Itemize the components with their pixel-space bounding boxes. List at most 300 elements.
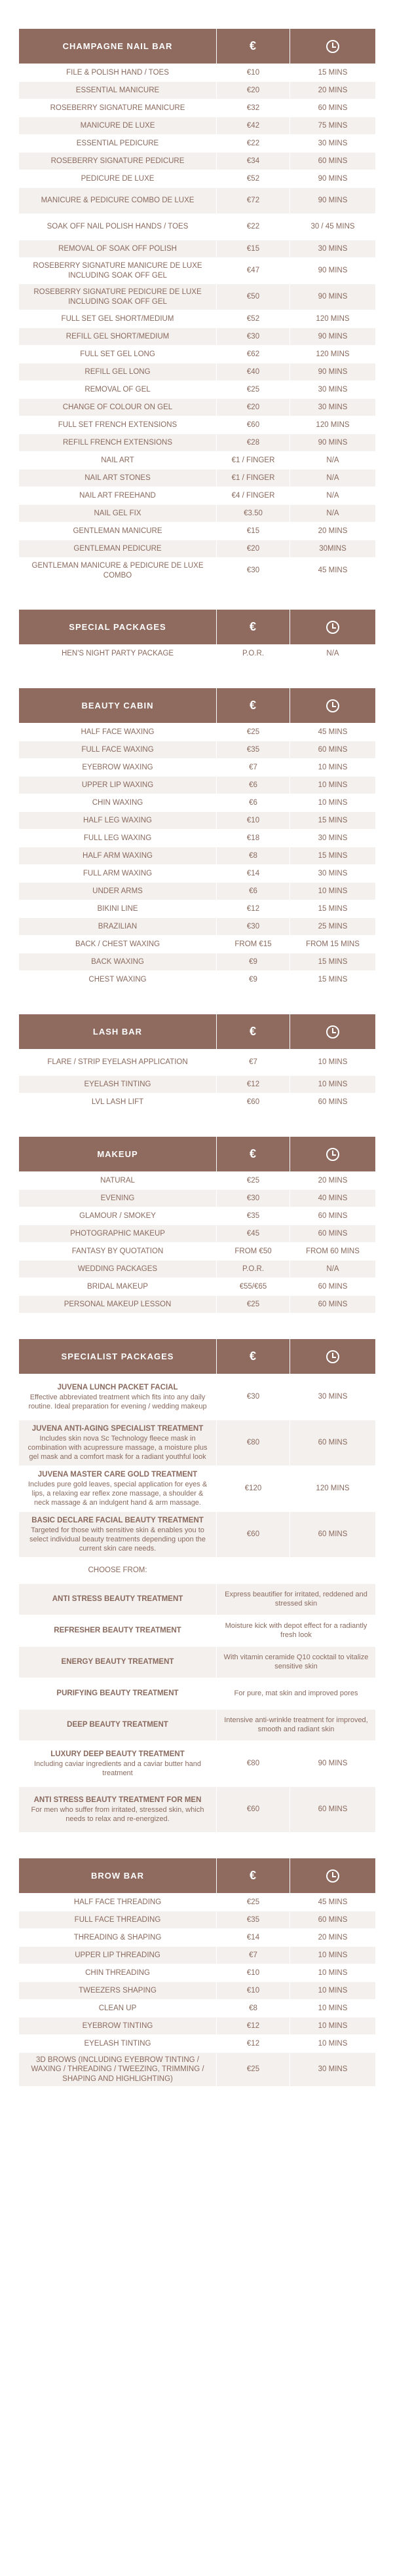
clock-icon: [326, 1025, 339, 1039]
section-champagne-nail-bar: [19, 29, 374, 583]
table-body: [19, 723, 374, 988]
treatment-name: UNDER ARMS: [19, 883, 216, 900]
clock-icon: [326, 1350, 339, 1363]
table-row: [19, 522, 374, 540]
treatment-cell: [19, 1741, 216, 1786]
treatment-duration: 15 MINS: [290, 953, 375, 970]
treatment-price: €60: [217, 1787, 290, 1832]
table-row: [19, 1911, 374, 1928]
table-row: [19, 900, 374, 917]
table-row: [19, 829, 374, 847]
treatment-name: ROSEBERRY SIGNATURE PEDICURE DE LUXE INCLUDING SOAK OFF GEL: [19, 284, 216, 310]
section-title: BEAUTY CABIN: [19, 688, 216, 723]
treatment-duration: N/A: [290, 469, 375, 487]
treatment-duration: 45 MINS: [290, 1894, 375, 1911]
table-row: [19, 1242, 374, 1260]
table-row: [19, 1224, 374, 1242]
treatment-duration: 30MINS: [290, 540, 375, 557]
treatment-duration: 90 MINS: [290, 1741, 375, 1786]
treatment-duration: N/A: [290, 1260, 375, 1278]
treatment-price: €7: [217, 759, 290, 776]
table-row: [19, 953, 374, 970]
treatment-name: GENTLEMAN MANICURE & PEDICURE DE LUXE COMBO: [19, 558, 216, 583]
table-row: [19, 310, 374, 327]
treatment-price: €15: [217, 240, 290, 257]
treatment-duration: N/A: [290, 452, 375, 469]
treatment-duration: FROM 60 MINS: [290, 1243, 375, 1260]
option-description: Express beautifier for irritated, reddened and stressed skin: [217, 1584, 375, 1615]
treatment-price: €10: [217, 1982, 290, 1999]
treatment-duration: 15 MINS: [290, 812, 375, 829]
clock-icon: [326, 1869, 339, 1883]
treatment-name: REFILL FRENCH EXTENSIONS: [19, 434, 216, 451]
treatment-cell: [19, 1420, 216, 1465]
treatment-duration: 60 MINS: [290, 1225, 375, 1242]
treatment-duration: 60 MINS: [290, 1207, 375, 1224]
treatment-duration: 60 MINS: [290, 153, 375, 170]
treatment-duration: 15 MINS: [290, 847, 375, 864]
table-row: [19, 284, 374, 310]
choose-from-label: CHOOSE FROM:: [19, 1558, 216, 1583]
table-row: [19, 363, 374, 380]
treatment-duration: 10 MINS: [290, 1947, 375, 1964]
treatment-description: Includes pure gold leaves, special application for eyes & lips, a relaxing ear reflex zone massage, a shoulder & neck massage & an indulgent hand & arm massage.: [28, 1481, 208, 1507]
table-row: [19, 917, 374, 935]
treatment-name: PERSONAL MAKEUP LESSON: [19, 1296, 216, 1313]
special-packages-header: [19, 610, 374, 644]
treatment-duration: 30 MINS: [290, 865, 375, 882]
lash-bar-header: [19, 1014, 374, 1049]
treatment-name: FULL SET GEL LONG: [19, 346, 216, 363]
table-row: [19, 398, 374, 416]
treatment-duration: 10 MINS: [290, 777, 375, 794]
treatment-duration: 90 MINS: [290, 258, 375, 284]
table-row: [19, 1981, 374, 1999]
treatment-price: €35: [217, 1207, 290, 1224]
table-row: [19, 487, 374, 504]
treatment-price: €12: [217, 2017, 290, 2034]
treatment-duration: 90 MINS: [290, 363, 375, 380]
treatment-price: €30: [217, 558, 290, 583]
treatment-name: HALF FACE WAXING: [19, 724, 216, 741]
clock-icon: [326, 699, 339, 712]
treatment-name: HEN'S NIGHT PARTY PACKAGE: [19, 645, 216, 662]
treatment-price: €9: [217, 971, 290, 988]
treatment-name: UPPER LIP THREADING: [19, 1947, 216, 1964]
treatment-price: €10: [217, 64, 290, 81]
treatment-duration: 120 MINS: [290, 346, 375, 363]
treatment-name: NAIL GEL FIX: [19, 505, 216, 522]
table-row: [19, 327, 374, 345]
specialist-packages-header: [19, 1339, 374, 1374]
treatment-name: BIKINI LINE: [19, 900, 216, 917]
treatment-duration: 60 MINS: [290, 1094, 375, 1111]
treatment-price: €14: [217, 1929, 290, 1946]
clock-icon: [326, 40, 339, 53]
treatment-name: BRIDAL MAKEUP: [19, 1278, 216, 1295]
table-row: [19, 1207, 374, 1224]
treatment-row: [19, 1465, 374, 1511]
treatment-name: FANTASY BY QUOTATION: [19, 1243, 216, 1260]
treatment-price: €60: [217, 1094, 290, 1111]
clock-icon-cell: [290, 29, 375, 64]
table-row: [19, 794, 374, 811]
treatment-duration: 45 MINS: [290, 558, 375, 583]
treatment-cell: [19, 1512, 216, 1557]
treatment-price: €22: [217, 214, 290, 240]
treatment-name: REMOVAL OF GEL: [19, 381, 216, 398]
table-row: [19, 117, 374, 134]
treatment-duration: 120 MINS: [290, 416, 375, 433]
section-title: LASH BAR: [19, 1014, 216, 1049]
table-row: [19, 847, 374, 864]
treatment-price: €60: [217, 416, 290, 433]
option-row: [19, 1583, 374, 1615]
treatment-price: €120: [217, 1466, 290, 1511]
treatment-price: €62: [217, 346, 290, 363]
treatment-name: LVL LASH LIFT: [19, 1094, 216, 1111]
treatment-name: HALF FACE THREADING: [19, 1894, 216, 1911]
table-body: [19, 1374, 374, 1832]
treatment-price: €32: [217, 100, 290, 117]
treatment-price: €6: [217, 883, 290, 900]
table-row: [19, 758, 374, 776]
treatment-name: FULL ARM WAXING: [19, 865, 216, 882]
table-row: [19, 1093, 374, 1111]
treatment-price: €1 / FINGER: [217, 452, 290, 469]
section-lash-bar: [19, 1014, 374, 1111]
option-row: [19, 1678, 374, 1709]
table-body: [19, 1049, 374, 1111]
treatment-price: €60: [217, 1512, 290, 1557]
treatment-name: MANICURE DE LUXE: [19, 117, 216, 134]
treatment-price: €1 / FINGER: [217, 469, 290, 487]
treatment-price: FROM €15: [217, 936, 290, 953]
treatment-price: €9: [217, 953, 290, 970]
treatment-price: €25: [217, 724, 290, 741]
treatment-name: FILE & POLISH HAND / TOES: [19, 64, 216, 81]
treatment-name: SOAK OFF NAIL POLISH HANDS / TOES: [19, 214, 216, 240]
treatment-duration: 10 MINS: [290, 2035, 375, 2052]
treatment-price: €14: [217, 865, 290, 882]
table-row: [19, 970, 374, 988]
table-row: [19, 469, 374, 487]
treatment-duration: 10 MINS: [290, 2017, 375, 2034]
table-body: [19, 644, 374, 662]
treatment-name: HALF LEG WAXING: [19, 812, 216, 829]
treatment-duration: 60 MINS: [290, 1512, 375, 1557]
treatment-price: €25: [217, 1172, 290, 1189]
empty-cell: [217, 1558, 290, 1583]
treatment-price: €8: [217, 2000, 290, 2017]
treatment-price: €25: [217, 2053, 290, 2086]
treatment-price: €25: [217, 381, 290, 398]
euro-icon: €: [217, 1339, 290, 1374]
table-body: [19, 1893, 374, 2086]
treatment-price: FROM €50: [217, 1243, 290, 1260]
treatment-name: NATURAL: [19, 1172, 216, 1189]
euro-icon: €: [217, 1137, 290, 1171]
treatment-name: ROSEBERRY SIGNATURE PEDICURE: [19, 153, 216, 170]
treatment-duration: 15 MINS: [290, 64, 375, 81]
treatment-price: €35: [217, 1911, 290, 1928]
table-row: [19, 2052, 374, 2086]
table-row: [19, 935, 374, 953]
treatment-price: €12: [217, 2035, 290, 2052]
treatment-name: BACK WAXING: [19, 953, 216, 970]
treatment-cell: [19, 1374, 216, 1420]
table-row: [19, 2017, 374, 2034]
clock-icon-cell: [290, 1014, 375, 1049]
table-row: [19, 504, 374, 522]
treatment-name: CHEST WAXING: [19, 971, 216, 988]
table-row: [19, 380, 374, 398]
treatment-price: €6: [217, 794, 290, 811]
treatment-name: GENTLEMAN MANICURE: [19, 523, 216, 540]
treatment-price: €20: [217, 82, 290, 99]
option-name: DEEP BEAUTY TREATMENT: [19, 1710, 216, 1740]
table-row: [19, 1964, 374, 1981]
treatment-price: €3.50: [217, 505, 290, 522]
option-name: ANTI STRESS BEAUTY TREATMENT: [19, 1584, 216, 1615]
treatment-duration: 30 MINS: [290, 135, 375, 152]
treatment-name: GLAMOUR / SMOKEY: [19, 1207, 216, 1224]
treatment-name: WEDDING PACKAGES: [19, 1260, 216, 1278]
treatment-name: NAIL ART FREEHAND: [19, 487, 216, 504]
treatment-name: GENTLEMAN PEDICURE: [19, 540, 216, 557]
treatment-duration: 60 MINS: [290, 100, 375, 117]
section-brow-bar: [19, 1858, 374, 2086]
treatment-name: CHANGE OF COLOUR ON GEL: [19, 399, 216, 416]
treatment-row: [19, 1420, 374, 1465]
table-row: [19, 1278, 374, 1295]
treatment-name: FULL SET FRENCH EXTENSIONS: [19, 416, 216, 433]
treatment-duration: 20 MINS: [290, 523, 375, 540]
section-title: SPECIAL PACKAGES: [19, 610, 216, 644]
euro-icon: €: [217, 1858, 290, 1893]
treatment-price: €42: [217, 117, 290, 134]
treatment-duration: 40 MINS: [290, 1190, 375, 1207]
table-row: [19, 451, 374, 469]
table-row: [19, 557, 374, 583]
treatment-duration: 60 MINS: [290, 1420, 375, 1465]
treatment-name: FULL LEG WAXING: [19, 830, 216, 847]
treatment-name: BRAZILIAN: [19, 918, 216, 935]
treatment-price: €12: [217, 900, 290, 917]
table-body: [19, 64, 374, 583]
treatment-price: €52: [217, 310, 290, 327]
treatment-name: EYELASH TINTING: [19, 1076, 216, 1093]
section-makeup: [19, 1137, 374, 1313]
treatment-duration: N/A: [290, 505, 375, 522]
table-row: [19, 345, 374, 363]
treatment-duration: 10 MINS: [290, 883, 375, 900]
option-description: For pure, mat skin and improved pores: [217, 1678, 375, 1709]
clock-icon-cell: [290, 610, 375, 644]
treatment-price: €25: [217, 1296, 290, 1313]
treatment-name: FULL SET GEL SHORT/MEDIUM: [19, 310, 216, 327]
treatment-price: €25: [217, 1894, 290, 1911]
treatment-name: EYEBROW TINTING: [19, 2017, 216, 2034]
treatment-row: [19, 1786, 374, 1832]
treatment-price: €15: [217, 523, 290, 540]
treatment-name: ROSEBERRY SIGNATURE MANICURE: [19, 100, 216, 117]
table-row: [19, 864, 374, 882]
option-name: REFRESHER BEAUTY TREATMENT: [19, 1615, 216, 1646]
treatment-price: €22: [217, 135, 290, 152]
choose-from-row: [19, 1557, 374, 1583]
treatment-name: REFILL GEL SHORT/MEDIUM: [19, 328, 216, 345]
euro-icon: €: [217, 688, 290, 723]
treatment-price: €35: [217, 741, 290, 758]
treatment-duration: 10 MINS: [290, 1982, 375, 1999]
empty-cell: [290, 1558, 375, 1583]
treatment-price: €72: [217, 188, 290, 213]
table-row: [19, 1260, 374, 1278]
clock-icon: [326, 621, 339, 634]
treatment-duration: 45 MINS: [290, 724, 375, 741]
treatment-name: REFILL GEL LONG: [19, 363, 216, 380]
option-description: Intensive anti-wrinkle treatment for improved, smooth and radiant skin: [217, 1710, 375, 1740]
treatment-duration: 10 MINS: [290, 1964, 375, 1981]
treatment-name: EYELASH TINTING: [19, 2035, 216, 2052]
clock-icon-cell: [290, 688, 375, 723]
treatment-name: EVENING: [19, 1190, 216, 1207]
treatment-price: €7: [217, 1050, 290, 1075]
treatment-name: 3D BROWS (INCLUDING EYEBROW TINTING / WAXING / THREADING / TWEEZING, TRIMMING / SHAPING AND HIGHLIGHTING): [19, 2053, 216, 2086]
table-row: [19, 2034, 374, 2052]
table-row: [19, 134, 374, 152]
treatment-duration: 120 MINS: [290, 310, 375, 327]
treatment-description: Includes skin nova Sc Technology fleece mask in combination with acupressure massage, a moisture plus gel mask and a comfort mask for a radiant youthful look: [28, 1435, 208, 1461]
table-row: [19, 1295, 374, 1313]
treatment-price: €30: [217, 328, 290, 345]
option-name: PURIFYING BEAUTY TREATMENT: [19, 1678, 216, 1709]
treatment-duration: 90 MINS: [290, 170, 375, 187]
section-specialist-packages: [19, 1339, 374, 1832]
treatment-price: €30: [217, 1190, 290, 1207]
treatment-name: CHIN THREADING: [19, 1964, 216, 1981]
treatment-name: TWEEZERS SHAPING: [19, 1982, 216, 1999]
clock-icon-cell: [290, 1858, 375, 1893]
treatment-name: BASIC DECLARE FACIAL BEAUTY TREATMENT: [31, 1516, 204, 1524]
section-title: CHAMPAGNE NAIL BAR: [19, 29, 216, 64]
treatment-duration: 20 MINS: [290, 1172, 375, 1189]
table-row: [19, 187, 374, 213]
clock-icon-cell: [290, 1137, 375, 1171]
treatment-duration: 30 / 45 MINS: [290, 214, 375, 240]
treatment-duration: 120 MINS: [290, 1466, 375, 1511]
table-row: [19, 1049, 374, 1075]
treatment-duration: 15 MINS: [290, 900, 375, 917]
table-row: [19, 540, 374, 557]
treatment-duration: 60 MINS: [290, 741, 375, 758]
brow-bar-header: [19, 1858, 374, 1893]
treatment-name: FULL FACE WAXING: [19, 741, 216, 758]
treatment-row: [19, 1374, 374, 1420]
treatment-duration: 10 MINS: [290, 2000, 375, 2017]
makeup-header: [19, 1137, 374, 1171]
table-row: [19, 1171, 374, 1189]
treatment-price: €6: [217, 777, 290, 794]
section-title: SPECIALIST PACKAGES: [19, 1339, 216, 1374]
treatment-duration: 75 MINS: [290, 117, 375, 134]
table-row: [19, 257, 374, 284]
treatment-duration: 30 MINS: [290, 399, 375, 416]
treatment-duration: FROM 15 MINS: [290, 936, 375, 953]
treatment-price: P.O.R.: [217, 645, 290, 662]
treatment-duration: 90 MINS: [290, 328, 375, 345]
option-row: [19, 1709, 374, 1740]
treatment-name: ESSENTIAL PEDICURE: [19, 135, 216, 152]
treatment-price: €10: [217, 1964, 290, 1981]
option-description: With vitamin ceramide Q10 cocktail to vitalize sensitive skin: [217, 1647, 375, 1678]
treatment-price: €47: [217, 258, 290, 284]
treatment-duration: 60 MINS: [290, 1787, 375, 1832]
treatment-description: For men who suffer from irritated, stressed skin, which needs to relax and re-energized.: [31, 1805, 204, 1823]
table-row: [19, 811, 374, 829]
treatment-name: LUXURY DEEP BEAUTY TREATMENT: [50, 1750, 185, 1758]
champagne-nail-bar-header: [19, 29, 374, 64]
treatment-price: €28: [217, 434, 290, 451]
treatment-description: Including caviar ingredients and a caviar butter hand treatment: [34, 1759, 201, 1777]
clock-icon-cell: [290, 1339, 375, 1374]
treatment-name: FULL FACE THREADING: [19, 1911, 216, 1928]
treatment-name: NAIL ART: [19, 452, 216, 469]
treatment-cell: [19, 1787, 216, 1832]
table-row: [19, 152, 374, 170]
euro-icon: €: [217, 29, 290, 64]
treatment-price: €80: [217, 1420, 290, 1465]
treatment-price: €50: [217, 284, 290, 310]
table-row: [19, 170, 374, 187]
treatment-duration: 10 MINS: [290, 794, 375, 811]
treatment-price: €34: [217, 153, 290, 170]
table-row: [19, 1075, 374, 1093]
treatment-price: €40: [217, 363, 290, 380]
euro-icon: €: [217, 1014, 290, 1049]
table-row: [19, 1946, 374, 1964]
treatment-duration: 30 MINS: [290, 1374, 375, 1420]
treatment-name: CHIN WAXING: [19, 794, 216, 811]
treatment-duration: 90 MINS: [290, 284, 375, 310]
table-row: [19, 99, 374, 117]
treatment-name: HALF ARM WAXING: [19, 847, 216, 864]
treatment-name: UPPER LIP WAXING: [19, 777, 216, 794]
treatment-name: FLARE / STRIP EYELASH APPLICATION: [19, 1050, 216, 1075]
treatment-duration: 30 MINS: [290, 381, 375, 398]
treatment-name: JUVENA LUNCH PACKET FACIAL: [57, 1383, 178, 1391]
table-row: [19, 64, 374, 81]
clock-icon: [326, 1148, 339, 1161]
treatment-price: €8: [217, 847, 290, 864]
option-description: Moisture kick with depot effect for a radiantly fresh look: [217, 1615, 375, 1646]
treatment-price: €30: [217, 1374, 290, 1420]
treatment-name: MANICURE & PEDICURE COMBO DE LUXE: [19, 188, 216, 213]
table-row: [19, 213, 374, 240]
treatment-name: NAIL ART STONES: [19, 469, 216, 487]
table-row: [19, 416, 374, 433]
table-row: [19, 1189, 374, 1207]
section-title: MAKEUP: [19, 1137, 216, 1171]
treatment-duration: 20 MINS: [290, 1929, 375, 1946]
euro-icon: €: [217, 610, 290, 644]
table-row: [19, 240, 374, 257]
treatment-name: REMOVAL OF SOAK OFF POLISH: [19, 240, 216, 257]
treatment-price: €18: [217, 830, 290, 847]
treatment-price: €10: [217, 812, 290, 829]
treatment-price: €45: [217, 1225, 290, 1242]
